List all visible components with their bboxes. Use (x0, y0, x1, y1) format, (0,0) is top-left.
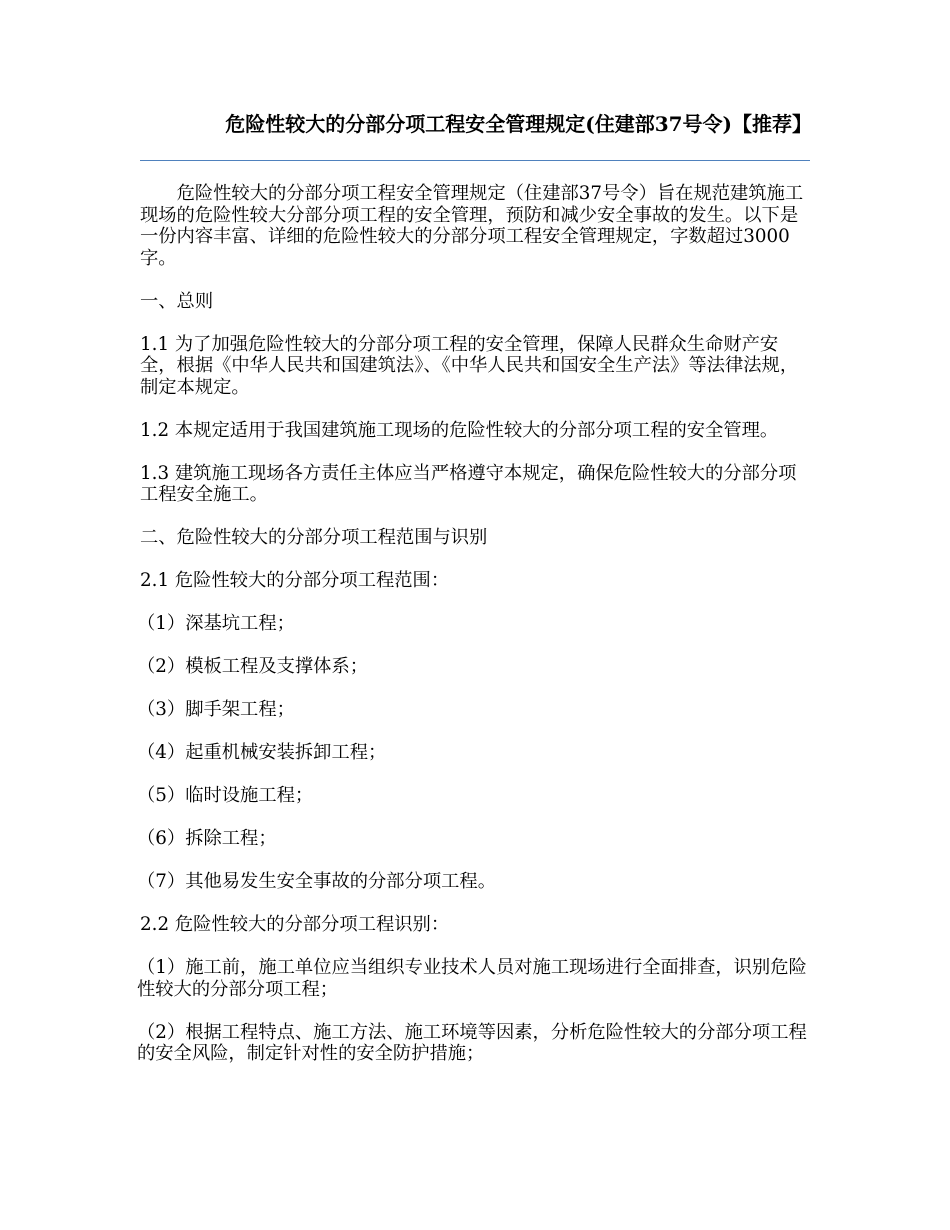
clause-paragraph: 1.1 为了加强危险性较大的分部分项工程的安全管理，保障人民群众生命财产安全，根据《中华人民共和国建筑法》、《中华人民共和国安全生产法》等法律法规，制定本规定。 (140, 333, 799, 398)
list-item: （1）施工前，施工单位应当组织专业技术人员对施工现场进行全面排查，识别危险性较大的分部分项工程； (137, 957, 807, 1000)
list-item: （2）模板工程及支撑体系； (137, 656, 369, 677)
list-item: （6）拆除工程； (137, 828, 277, 849)
clause-heading: 2.1 危险性较大的分部分项工程范围： (140, 570, 450, 591)
list-item: （7）其他易发生安全事故的分部分项工程。 (137, 871, 496, 892)
section-heading: 一、总则 (140, 290, 214, 312)
intro-paragraph: 危险性较大的分部分项工程安全管理规定（住建部37号令）旨在规范建筑施工现场的危险性较大分部分项工程的安全管理，预防和减少安全事故的发生。以下是一份内容丰富、详细的危险性较大的分部分项工程安全管理规定，字数超过3000字。 (140, 183, 804, 269)
clause-paragraph: 1.2 本规定适用于我国建筑施工现场的危险性较大的分部分项工程的安全管理。 (140, 419, 779, 441)
clause-paragraph: 1.3 建筑施工现场各方责任主体应当严格遵守本规定，确保危险性较大的分部分项工程安全施工。 (140, 462, 797, 505)
document-title: 危险性较大的分部分项工程安全管理规定(住建部37号令)【推荐】 (225, 112, 812, 136)
clause-heading: 2.2 危险性较大的分部分项工程识别： (140, 914, 450, 935)
list-item: （1）深基坑工程； (137, 613, 295, 634)
list-item: （3）脚手架工程； (137, 699, 295, 720)
title-divider (140, 160, 810, 161)
document-body (137, 183, 812, 1086)
list-item: （2）根据工程特点、施工方法、施工环境等因素，分析危险性较大的分部分项工程的安全风险，制定针对性的安全防护措施； (137, 1021, 807, 1064)
section-heading: 二、危险性较大的分部分项工程范围与识别 (140, 527, 488, 548)
list-item: （5）临时设施工程； (137, 785, 314, 806)
list-item: （4）起重机械安装拆卸工程； (137, 742, 387, 763)
